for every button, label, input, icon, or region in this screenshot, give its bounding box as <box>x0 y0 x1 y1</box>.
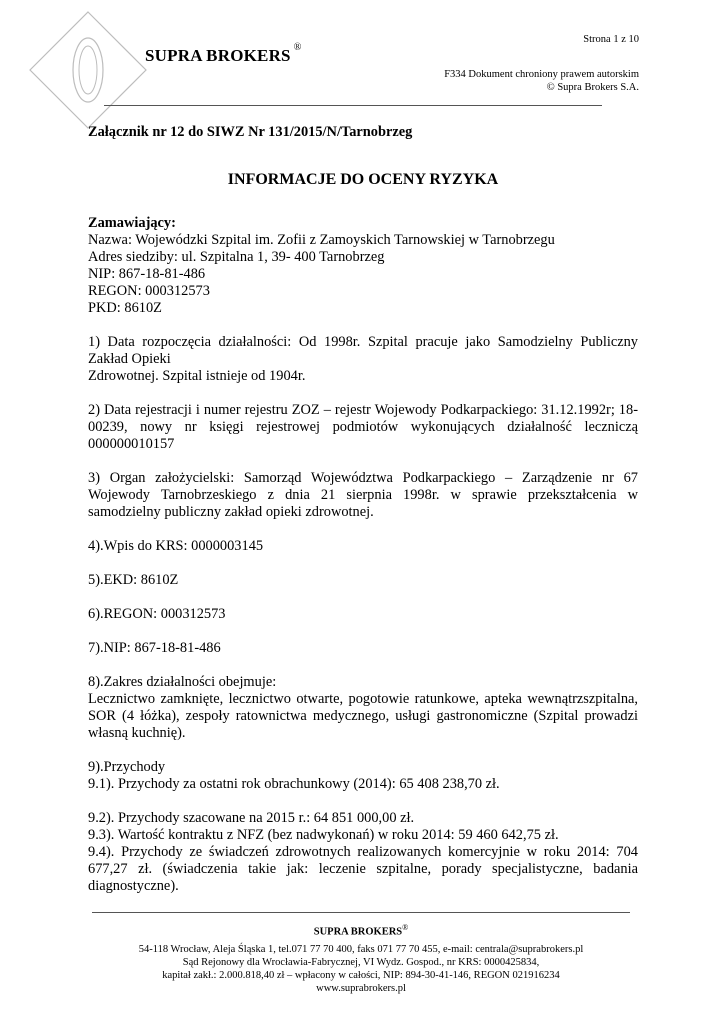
footer <box>92 921 630 995</box>
section-1: 1) Data rozpoczęcia działalności: Od 1998r. Szpital pracuje jako Samodzielny Publiczny Zakład Opieki Zdrowotnej. Szpital istnieje od 1904r. <box>88 334 638 384</box>
client-info <box>88 215 638 317</box>
footer-divider <box>92 912 630 913</box>
footer-website: www.suprabrokers.pl <box>316 982 406 994</box>
client-regon: REGON: 000312573 <box>88 283 210 299</box>
footer-court: Sąd Rejonowy dla Wrocławia-Fabrycznej, VI Wydz. Gospod., nr KRS: 0000425834, <box>182 956 540 968</box>
client-nip: NIP: 867-18-81-486 <box>88 266 206 282</box>
client-label: Zamawiający: <box>88 215 176 231</box>
copyright-notice: F334 Dokument chroniony prawem autorskim © Supra Brokers S.A. <box>444 69 639 93</box>
client-address: Adres siedziby: ul. Szpitalna 1, 39- 400 Tarnobrzeg <box>88 249 385 265</box>
section-4: 4).Wpis do KRS: 0000003145 <box>88 538 264 554</box>
section-5: 5).EKD: 8610Z <box>88 572 179 588</box>
main-title: INFORMACJE DO OCENY RYZYKA <box>227 171 499 188</box>
section-8: 8).Zakres działalności obejmuje: Lecznictwo zamknięte, lecznictwo otwarte, pogotowie ratunkowe, apteka wewnątrzszpitalna, SOR (4 łóżka), zespoły ratownictwa medycznego, usługi gastronomiczne (Szpital prowadzi własną kuchnię). <box>88 674 638 741</box>
header-divider <box>104 105 602 106</box>
section-7: 7).NIP: 867-18-81-486 <box>88 640 221 656</box>
footer-address: 54-118 Wrocław, Aleja Śląska 1, tel.071 77 70 400, faks 071 77 70 455, e-mail: centrala@suprabrokers.pl <box>138 943 584 955</box>
supra-brokers-logo <box>28 10 148 130</box>
annex-title: Załącznik nr 12 do SIWZ Nr 131/2015/N/Tarnobrzeg <box>88 124 413 140</box>
document-body <box>88 124 638 895</box>
page-number: Strona 1 z 10 <box>583 34 639 45</box>
section-2: 2) Data rejestracji i numer rejestru ZOZ – rejestr Wojewody Podkarpackiego: 31.12.1992r; 18-00239, nowy nr księgi rejestrowej podmiotów wykonujących działalność leczniczą 000000010157 <box>88 402 638 452</box>
client-name: Nazwa: Wojewódzki Szpital im. Zofii z Zamoyskich Tarnowskiej w Tarnobrzegu <box>88 232 555 248</box>
client-pkd: PKD: 8610Z <box>88 300 162 316</box>
section-9-details: 9.2). Przychody szacowane na 2015 r.: 64 851 000,00 zł. 9.3). Wartość kontraktu z NFZ (bez nadwykonań) w roku 2014: 59 460 642,75 zł. 9.4). Przychody ze świadczeń zdrowotnych realizowanych komercyjnie w roku 2014: 704 677,27 zł. (świadczenia takie jak: leczenie szpitalne, porady specjalistyczne, badania diagnostyczne). <box>88 810 638 894</box>
header-brand: SUPRA BROKERS ® <box>145 42 302 65</box>
footer-capital: kapitał zakł.: 2.000.818,40 zł – wpłacony w całości, NIP: 894-30-41-146, REGON 021916234 <box>162 969 560 981</box>
section-3: 3) Organ założycielski: Samorząd Województwa Podkarpackiego – Zarządzenie nr 67 Wojewody Tarnobrzeskiego z dnia 21 sierpnia 1998r. w sprawie przekształcenia w samodzielny publiczny zakład opieki zdrowotnej. <box>88 470 638 520</box>
section-9: 9).Przychody 9.1). Przychody za ostatni rok obrachunkowy (2014): 65 408 238,70 zł. <box>88 759 500 792</box>
section-6: 6).REGON: 000312573 <box>88 606 226 622</box>
footer-brand: SUPRA BROKERS® <box>313 923 409 938</box>
